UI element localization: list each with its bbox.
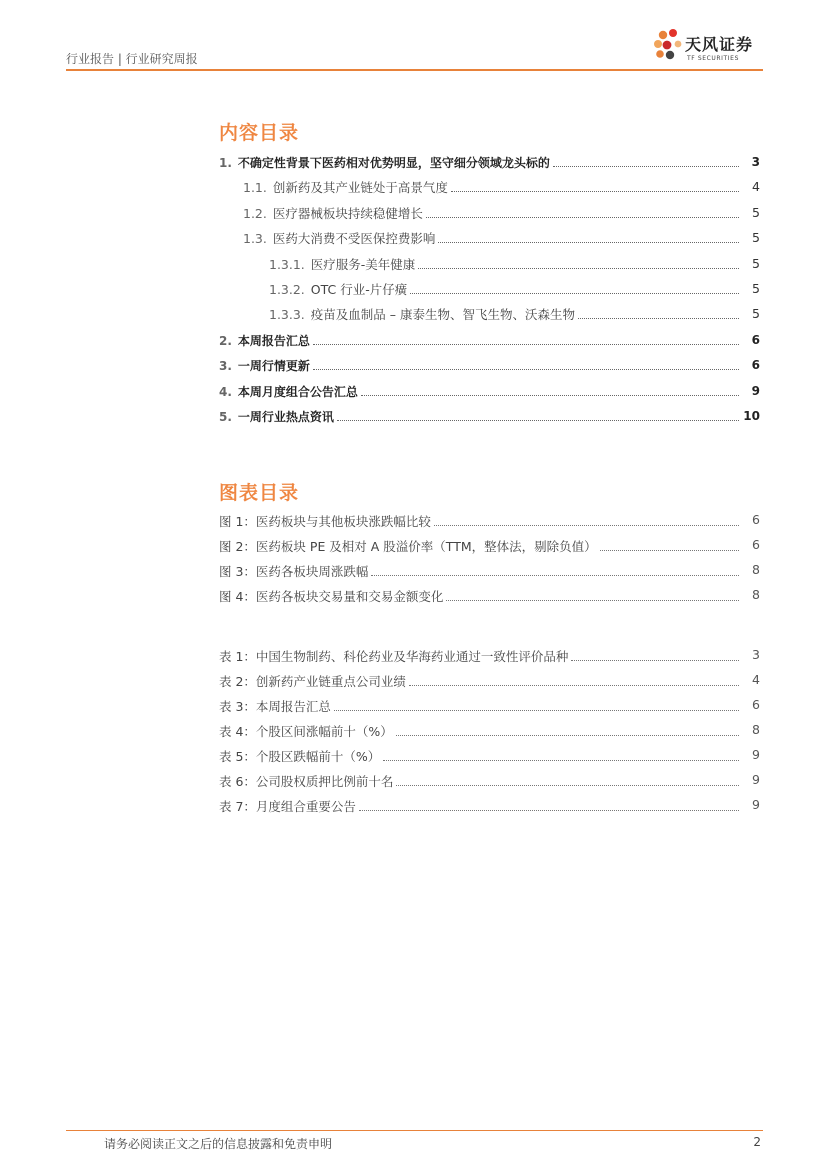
figure-page-number: 8 — [752, 562, 760, 577]
toc-page-number: 5 — [752, 306, 760, 322]
toc-label: 一周行情更新 — [237, 359, 310, 374]
figure-label: 图 3：医药各板块周涨跌幅 — [219, 564, 369, 579]
toc-page-number: 4 — [752, 179, 760, 195]
dot-leader — [600, 538, 739, 551]
dot-leader — [313, 357, 739, 370]
toc-number: 1. — [219, 156, 232, 170]
dot-leader — [451, 179, 739, 192]
table-page-number: 9 — [752, 797, 760, 812]
figure-entry[interactable] — [219, 558, 760, 583]
table-entry[interactable] — [219, 743, 760, 768]
table-entry[interactable] — [219, 643, 760, 668]
toc-label: 医疗器械板块持续稳健增长 — [272, 205, 423, 221]
table-entry[interactable] — [219, 718, 760, 743]
dot-leader — [396, 723, 739, 736]
table-page-number: 9 — [752, 772, 760, 787]
toc-label: 创新药及其产业链处于高景气度 — [272, 180, 448, 196]
figure-entry[interactable] — [219, 508, 760, 533]
toc-page-number: 10 — [743, 408, 760, 423]
toc-number: 1.1. — [243, 180, 267, 196]
table-label: 表 1：中国生物制药、科伦药业及华海药业通过一致性评价品种 — [219, 649, 569, 664]
toc-page-number: 3 — [751, 155, 760, 169]
toc-page-number: 5 — [752, 280, 760, 296]
report-type-label: 行业报告 | 行业研究周报 — [66, 52, 198, 66]
company-logo — [651, 22, 763, 68]
footer-page-number: 2 — [753, 1135, 761, 1149]
dot-leader — [578, 306, 739, 319]
toc-entry[interactable] — [219, 277, 760, 302]
toc-number: 5. — [219, 409, 232, 424]
figure-label: 图 4：医药各板块交易量和交易金额变化 — [219, 589, 444, 604]
toc-number: 1.3.3. — [269, 307, 305, 323]
dot-leader — [438, 230, 739, 243]
table-label: 表 5：个股区跌幅前十（%） — [219, 749, 381, 764]
toc-label: 一周行业热点资讯 — [237, 409, 334, 424]
dot-leader — [418, 256, 739, 269]
dot-leader — [446, 588, 739, 601]
dot-leader — [383, 748, 739, 761]
toc-entry[interactable] — [219, 353, 760, 378]
toc-page-number: 5 — [752, 230, 760, 246]
figure-entry[interactable] — [219, 533, 760, 558]
dot-leader — [409, 673, 739, 686]
table-entry[interactable] — [219, 668, 760, 693]
toc-label: 医疗服务-美年健康 — [310, 256, 416, 272]
toc-label: 不确定性背景下医药相对优势明显，坚守细分领域龙头标的 — [237, 156, 550, 170]
dot-leader — [410, 281, 739, 294]
toc-number: 1.3.2. — [269, 281, 305, 297]
toc-label: 疫苗及血制品 – 康泰生物、智飞生物、沃森生物 — [310, 307, 575, 323]
table-label: 表 3：本周报告汇总 — [219, 699, 331, 714]
figure-page-number: 8 — [752, 587, 760, 602]
toc-entry[interactable] — [219, 379, 760, 404]
toc-label: 本周月度组合公告汇总 — [237, 384, 358, 399]
footer-disclaimer: 请务必阅读正文之后的信息披露和免责申明 — [104, 1137, 333, 1151]
toc-number: 1.2. — [243, 205, 267, 221]
dot-leader — [571, 648, 739, 661]
figure-page-number: 6 — [752, 537, 760, 552]
table-page-number: 6 — [752, 697, 760, 712]
figure-label: 图 2：医药板块 PE 及相对 A 股溢价率（TTM，整体法，剔除负值） — [219, 539, 597, 554]
toc-list — [219, 150, 760, 429]
table-label: 表 2：创新药产业链重点公司业绩 — [219, 674, 406, 689]
toc-entry[interactable] — [219, 150, 760, 175]
table-label: 表 4：个股区间涨幅前十（%） — [219, 724, 393, 739]
table-entry[interactable] — [219, 793, 760, 818]
toc-entry[interactable] — [219, 252, 760, 277]
dot-leader — [337, 408, 739, 421]
table-entry[interactable] — [219, 768, 760, 793]
toc-entry[interactable] — [219, 328, 760, 353]
page-header — [66, 22, 763, 72]
table-list — [219, 643, 760, 818]
toc-entry[interactable] — [219, 226, 760, 251]
toc-label: OTC 行业-片仔癀 — [310, 281, 408, 297]
logo-english-name: TF SECURITIES — [687, 55, 739, 62]
toc-number: 1.3.1. — [269, 256, 305, 272]
dot-leader — [426, 205, 739, 218]
toc-page-number: 5 — [752, 204, 760, 220]
dot-leader — [334, 698, 739, 711]
table-page-number: 4 — [752, 672, 760, 687]
table-page-number: 8 — [752, 722, 760, 737]
toc-label: 本周报告汇总 — [237, 333, 310, 348]
figure-label: 图 1：医药板块与其他板块涨跌幅比较 — [219, 514, 431, 529]
toc-page-number: 6 — [751, 332, 760, 347]
header-divider — [66, 69, 763, 71]
toc-entry[interactable] — [219, 201, 760, 226]
figure-page-number: 6 — [752, 512, 760, 527]
logo-chinese-name: 天风证券 — [685, 35, 754, 54]
toc-entry[interactable] — [219, 175, 760, 200]
table-label: 表 6：公司股权质押比例前十名 — [219, 774, 394, 789]
figures-title: 图表目录 — [219, 482, 300, 504]
dot-leader — [361, 383, 739, 396]
table-label: 表 7：月度组合重要公告 — [219, 799, 356, 814]
figure-list — [219, 508, 760, 608]
table-page-number: 3 — [752, 647, 760, 662]
figure-entry[interactable] — [219, 583, 760, 608]
dot-leader — [359, 798, 739, 811]
toc-label: 医药大消费不受医保控费影响 — [272, 231, 436, 247]
toc-number: 4. — [219, 384, 232, 399]
toc-number: 2. — [219, 333, 232, 348]
dot-leader — [396, 773, 739, 786]
dot-leader — [434, 513, 739, 526]
dot-leader — [371, 563, 739, 576]
toc-entry[interactable] — [219, 302, 760, 327]
table-entry[interactable] — [219, 693, 760, 718]
toc-entry[interactable] — [219, 404, 760, 429]
toc-page-number: 9 — [751, 383, 760, 398]
toc-number: 3. — [219, 359, 232, 374]
dot-leader — [313, 332, 739, 345]
footer-divider — [66, 1130, 763, 1131]
toc-page-number: 6 — [751, 358, 760, 373]
toc-title: 内容目录 — [219, 122, 300, 144]
table-page-number: 9 — [752, 747, 760, 762]
toc-page-number: 5 — [752, 255, 760, 271]
toc-number: 1.3. — [243, 231, 267, 247]
dot-leader — [553, 154, 739, 167]
